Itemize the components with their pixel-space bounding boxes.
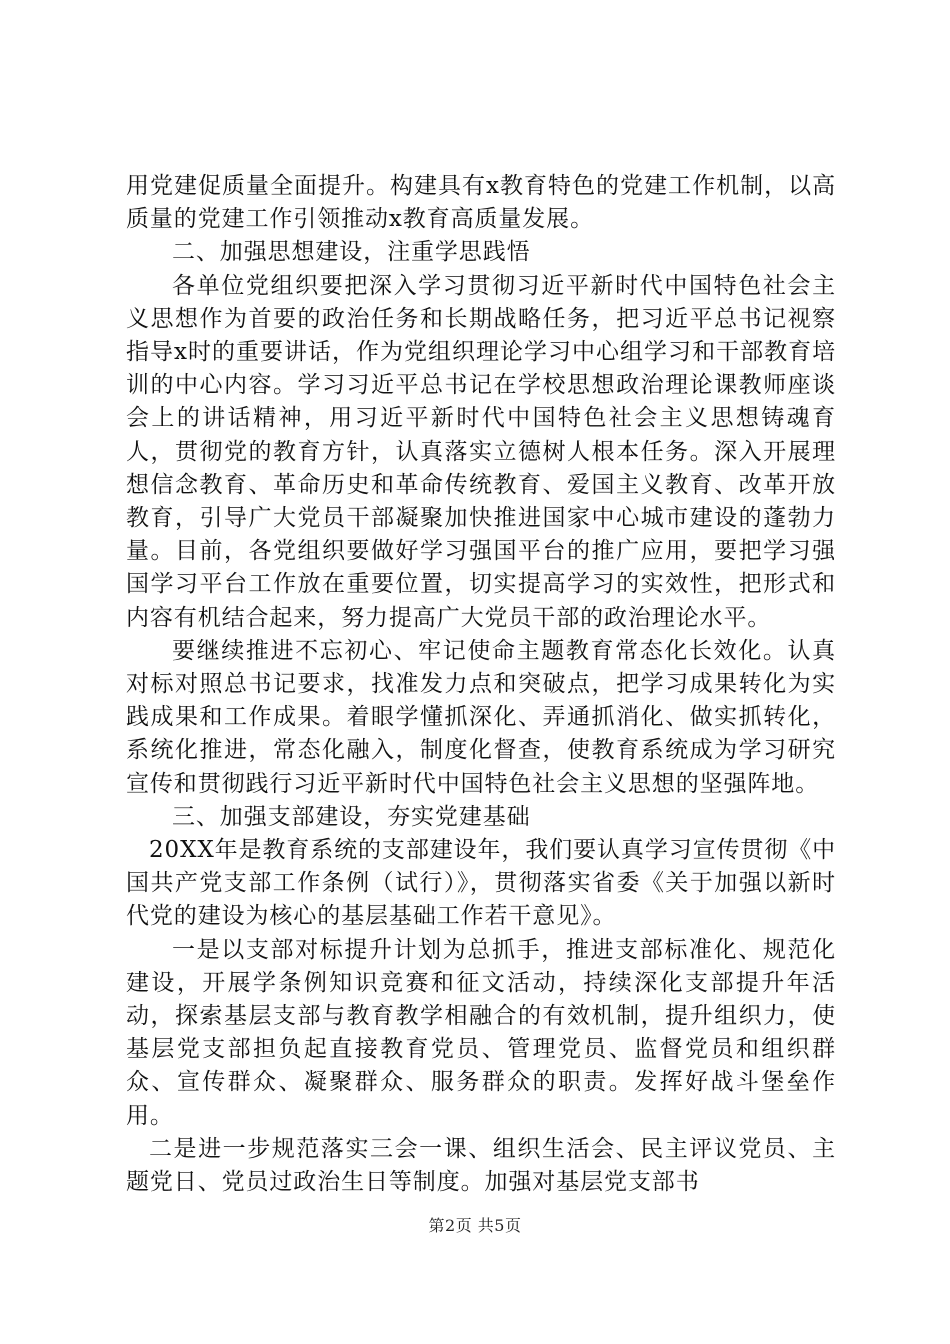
section-heading-2: 二、加强思想建设，注重学思践悟 bbox=[172, 239, 531, 266]
section-heading-3: 三、加强支部建设，夯实党建基础 bbox=[172, 803, 531, 830]
paragraph-1: 用党建促质量全面提升。构建具有x教育特色的党建工作机制，以高质量的党建工作引领推动x教育高质量发展。 bbox=[126, 173, 836, 233]
paragraph-3: 各单位党组织要把深入学习贯彻习近平新时代中国特色社会主义思想作为首要的政治任务和长期战略任务，把习近平总书记视察指导x时的重要讲话，作为党组织理论学习中心组学习和干部教育培训的中心内容。学习习近平总书记在学校思想政治理论课教师座谈会上的讲话精神，用习近平新时代中国特色社会主义思想铸魂育人，贯彻党的教育方针，认真落实立德树人根本任务。深入开展理想信念教育、革命历史和革命传统教育、爱国主义教育、改革开放教育，引导广大党员干部凝聚加快推进国家中心城市建设的蓬勃力量。目前，各党组织要做好学习强国平台的推广应用，要把学习强国学习平台工作放在重要位置，切实提高学习的实效性，把形式和内容有机结合起来，努力提高广大党员干部的政治理论水平。 bbox=[126, 272, 836, 631]
body-text bbox=[126, 170, 836, 1199]
paragraph-7: 一是以支部对标提升计划为总抓手，推进支部标准化、规范化建设，开展学条例知识竞赛和征文活动，持续深化支部提升年活动，探索基层支部与教育教学相融合的有效机制，提升组织力，使基层党支部担负起直接教育党员、管理党员、监督党员和组织群众、宣传群众、凝聚群众、服务群众的职责。发挥好战斗堡垒作用。 bbox=[126, 936, 836, 1129]
page-footer: 第2页 共5页 bbox=[428, 1216, 522, 1235]
paragraph-6: 20XX年是教育系统的支部建设年，我们要认真学习宣传贯彻《中国共产党支部工作条例（试行）》，贯彻落实省委《关于加强以新时代党的建设为核心的基层基础工作若干意见》。 bbox=[126, 837, 837, 930]
paragraph-4: 要继续推进不忘初心、牢记使命主题教育常态化长效化。认真对标对照总书记要求，找准发力点和突破点，把学习成果转化为实践成果和工作成果。着眼学懂抓深化、弄通抓消化、做实抓转化，系统化推进，常态化融入，制度化督查，使教育系统成为学习研究宣传和贯彻践行习近平新时代中国特色社会主义思想的坚强阵地。 bbox=[126, 637, 836, 797]
paragraph-8: 二是进一步规范落实三会一课、组织生活会、民主评议党员、主题党日、党员过政治生日等制度。加强对基层党支部书 bbox=[126, 1135, 836, 1196]
